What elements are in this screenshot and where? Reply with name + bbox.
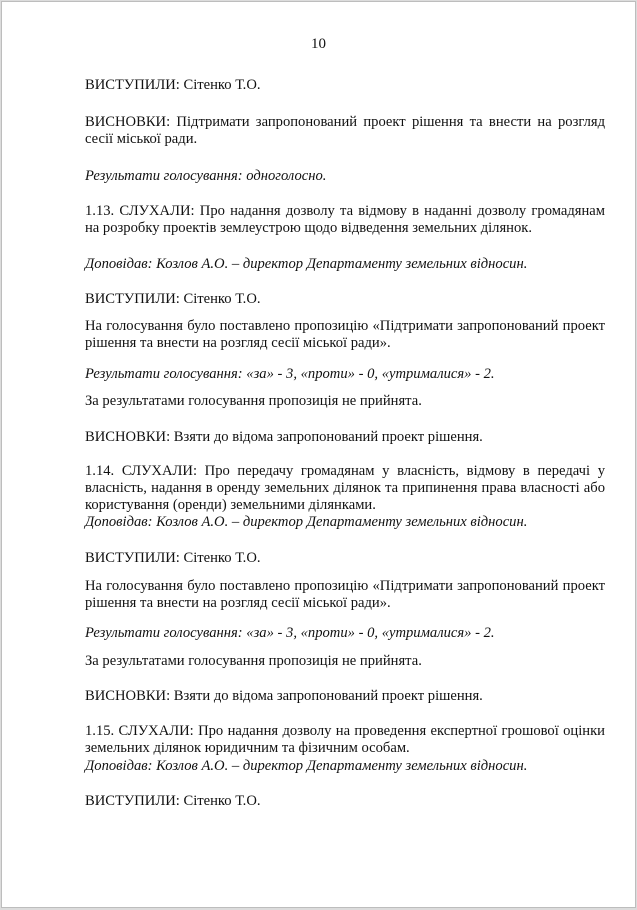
voting-outcome: За результатами голосування пропозиція не прийнята. — [85, 653, 422, 669]
voting-results: Результати голосування: «за» - 3, «проти» - 0, «утрималися» - 2. — [85, 625, 495, 641]
conclusions-line: ВИСНОВКИ: Взяти до відома запропонований проект рішення. — [85, 688, 483, 704]
speakers-line: ВИСТУПИЛИ: Сітенко Т.О. — [85, 550, 261, 566]
agenda-item-1-15: 1.15. СЛУХАЛИ: Про надання дозволу на проведення експертної грошової оцінки земельних ділянок юридичним та фізичним особам. — [85, 723, 605, 756]
speakers-line: ВИСТУПИЛИ: Сітенко Т.О. — [85, 291, 261, 307]
speaker-line: Доповідав: Козлов А.О. – директор Департаменту земельних відносин. — [85, 514, 528, 530]
page-number: 10 — [311, 36, 326, 52]
speakers-line: ВИСТУПИЛИ: Сітенко Т.О. — [85, 793, 261, 809]
document-page — [1, 1, 636, 908]
speaker-line: Доповідав: Козлов А.О. – директор Департаменту земельних відносин. — [85, 256, 528, 272]
agenda-item-1-14: 1.14. СЛУХАЛИ: Про передачу громадянам у власність, відмову в передачі у власність, надання в оренду земельних ділянок та припинення права власності або користування (оренди) земельними ділянками. — [85, 463, 605, 513]
proposal-paragraph: На голосування було поставлено пропозицію «Підтримати запропонований проект рішення та внести на розгляд сесії міської ради». — [85, 318, 605, 351]
proposal-paragraph: На голосування було поставлено пропозицію «Підтримати запропонований проект рішення та внести на розгляд сесії міської ради». — [85, 578, 605, 611]
voting-results: Результати голосування: «за» - 3, «проти» - 0, «утрималися» - 2. — [85, 366, 495, 382]
conclusions-paragraph: ВИСНОВКИ: Підтримати запропонований проект рішення та внести на розгляд сесії міської ради. — [85, 114, 605, 147]
agenda-item-1-13: 1.13. СЛУХАЛИ: Про надання дозволу та відмову в наданні дозволу громадянам на розробку проектів землеустрою щодо відведення земельних ділянок. — [85, 203, 605, 236]
conclusions-line: ВИСНОВКИ: Взяти до відома запропонований проект рішення. — [85, 429, 483, 445]
voting-results: Результати голосування: одноголосно. — [85, 168, 327, 184]
speaker-line: Доповідав: Козлов А.О. – директор Департаменту земельних відносин. — [85, 758, 528, 774]
voting-outcome: За результатами голосування пропозиція не прийнята. — [85, 393, 422, 409]
speakers-line: ВИСТУПИЛИ: Сітенко Т.О. — [85, 77, 261, 93]
